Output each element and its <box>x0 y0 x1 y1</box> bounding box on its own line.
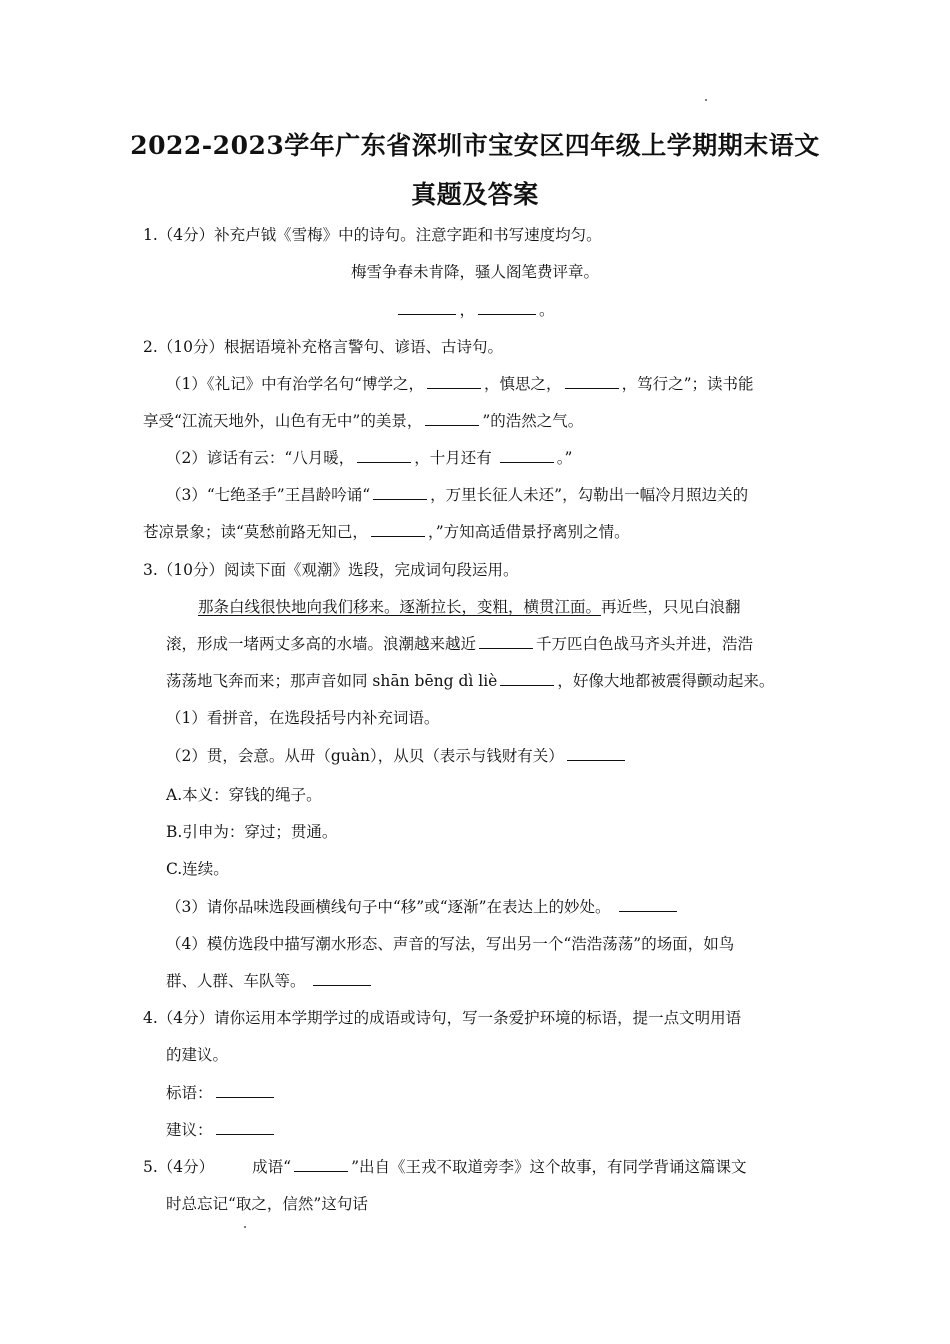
speck-mark <box>705 99 707 101</box>
q2-s3-line2: 苍凉景象；读“莫愁前路无知己， ，”方知高适借景抒离别之情。 <box>143 523 630 541</box>
q2-s3-line1: （3）“七绝圣手”王昌龄吟诵“ ，万里长征人未还”，勾勒出一幅冷月照边关的 <box>166 486 749 504</box>
q3-blank-5[interactable] <box>313 971 371 986</box>
q2-blank-6[interactable] <box>373 485 427 500</box>
doc-title-line2: 真题及答案 <box>411 180 539 209</box>
q5-blank-1[interactable] <box>294 1157 348 1172</box>
q2-s1-line2: 享受“江流天地外，山色有无中”的美景， ”的浩然之气。 <box>143 412 584 430</box>
q3-option-c: C.连续。 <box>166 860 229 878</box>
q2-stem: 2.（10分）根据语境补充格言警句、谚语、古诗句。 <box>143 338 504 356</box>
q2-blank-1[interactable] <box>427 374 481 389</box>
q3-blank-1[interactable] <box>479 634 533 649</box>
q2-s1-line1: （1）《礼记》中有治学名句“博学之， ，慎思之， ，笃行之”；读书能 <box>166 375 754 393</box>
q2-blank-3[interactable] <box>425 411 479 426</box>
q5-stem-line1: 5.（4分） 成语“ ”出自《王戎不取道旁李》这个故事，有同学背诵这篇课文 <box>143 1158 747 1176</box>
q1-answer-line: ， 。 <box>0 300 950 320</box>
q3-sub3: （3）请你品味选段画横线句子中“移”或“逐渐”在表达上的妙处。 <box>166 897 680 917</box>
q3-sub4-line1: （4）模仿选段中描写潮水形态、声音的写法，写出另一个“浩浩荡荡”的场面，如鸟 <box>166 935 735 953</box>
q3-option-a: A.本义：穿钱的绳子。 <box>166 786 322 804</box>
q3-sub1: （1）看拼音，在选段括号内补充词语。 <box>166 709 440 727</box>
q1-stem: 1.（4分）补充卢钺《雪梅》中的诗句。注意字距和书写速度均匀。 <box>143 226 602 244</box>
speck-mark <box>244 1226 246 1228</box>
q4-slogan-line: 标语： <box>166 1083 277 1103</box>
q1-blank-2[interactable] <box>478 300 536 315</box>
q3-option-b: B.引申为：穿过；贯通。 <box>166 823 338 841</box>
q2-blank-5[interactable] <box>500 448 554 463</box>
q4-stem-line2: 的建议。 <box>166 1046 229 1064</box>
q3-passage-line1: 那条白线很快地向我们移来。逐渐拉长，变粗，横贯江面。再近些，只见白浪翻 <box>198 598 741 616</box>
q1-blank-1[interactable] <box>398 300 456 315</box>
q4-slogan-blank[interactable] <box>216 1083 274 1098</box>
q2-s2-line: （2）谚话有云：“八月暖， ，十月还有 。” <box>166 449 573 467</box>
q3-passage-line2: 滚，形成一堵两丈多高的水墙。浪潮越来越近 千万匹白色战马齐头并进，浩浩 <box>166 635 754 653</box>
q4-advice-line: 建议： <box>166 1120 277 1140</box>
q3-underlined-sentence: 那条白线很快地向我们移来。逐渐拉长，变粗，横贯江面。 <box>198 598 602 616</box>
doc-title-line1: 2022-2023学年广东省深圳市宝安区四年级上学期期末语文 <box>130 131 820 160</box>
q1-poem-line: 梅雪争春未肯降，骚人阁笔费评章。 <box>350 263 599 281</box>
q3-blank-3[interactable] <box>567 746 625 761</box>
q3-blank-2[interactable] <box>500 671 554 686</box>
q3-sub4-line2: 群、人群、车队等。 <box>166 971 374 991</box>
q2-blank-4[interactable] <box>357 448 411 463</box>
q3-stem: 3.（10分）阅读下面《观潮》选段，完成词句段运用。 <box>143 561 519 579</box>
q4-stem-line1: 4.（4分）请你运用本学期学过的成语或诗句，写一条爱护环境的标语，提一点文明用语 <box>143 1009 742 1027</box>
q5-stem-line2: 时总忘记“取之，信然”这句话 <box>166 1195 368 1213</box>
q2-blank-2[interactable] <box>565 374 619 389</box>
q2-blank-7[interactable] <box>371 522 425 537</box>
q4-advice-blank[interactable] <box>216 1120 274 1135</box>
q3-blank-4[interactable] <box>619 897 677 912</box>
q3-passage-line3: 荡荡地飞奔而来；那声音如同 shān bēng dì liè ，好像大地都被震得颤动起来。 <box>166 672 775 690</box>
q3-sub2: （2）贯，会意。从毌（guàn），从贝（表示与钱财有关） <box>166 746 628 766</box>
